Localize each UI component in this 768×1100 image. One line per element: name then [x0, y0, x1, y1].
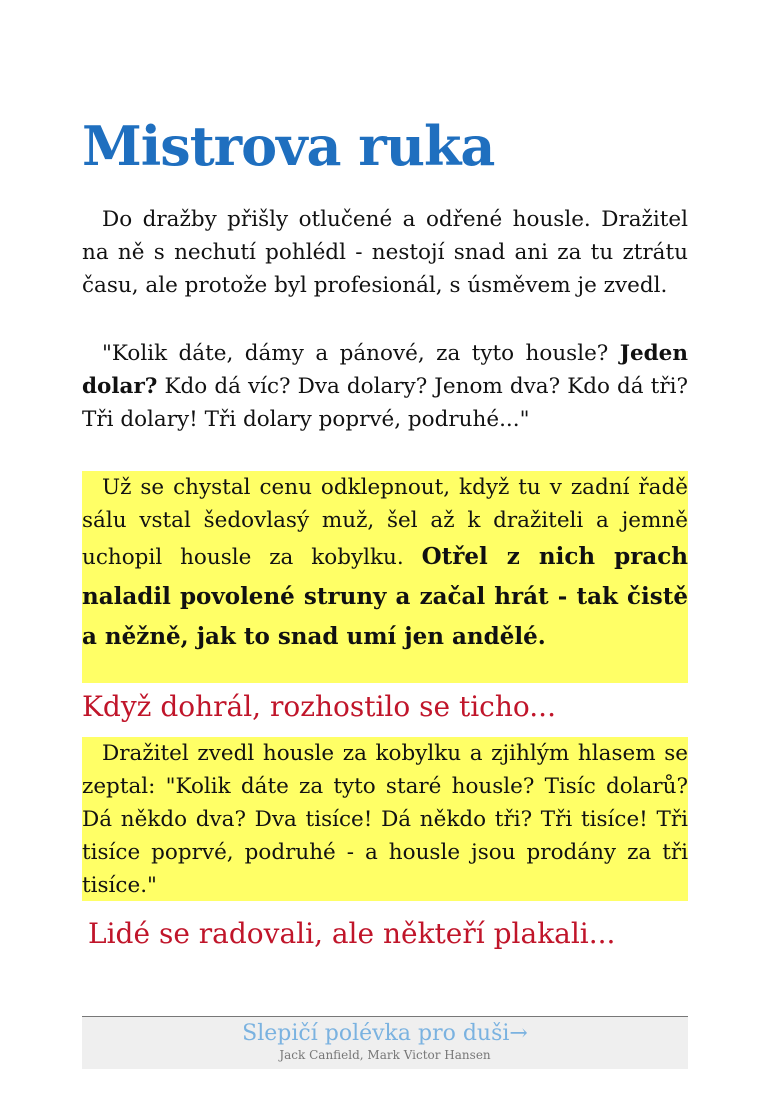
- highlighted-paragraph-3: [82, 471, 688, 683]
- paragraph-2-start: "Kolik dáte, dámy a pánové, za tyto housle?: [102, 341, 609, 366]
- footer-box: [82, 1016, 688, 1069]
- paragraph-1: Do dražby přišly otlučené a odřené housle. Dražitel na ně s nechutí pohlédl - nestojí snad ani za tu ztrátu času, ale protože byl profesionál, s úsměvem je zvedl.: [82, 207, 688, 298]
- highlighted-paragraph-4: Dražitel zvedl housle za kobylku a zjihlým hlasem se zeptal: "Kolik dáte za tyto staré housle? Tisíc dolarů? Dá někdo dva? Dva tisíce! Dá někdo tři? Tři tisíce! Tři tisíce poprvé, podruhé - a housle jsou prodány za tři tisíce.": [82, 737, 688, 901]
- note-people: Lidé se radovali, ale někteří plakali...: [88, 917, 616, 950]
- footer-authors: Jack Canfield, Mark Victor Hansen: [279, 1048, 491, 1062]
- footer-book-title[interactable]: Slepičí polévka pro duši→: [242, 1021, 528, 1046]
- page-title: Mistrova ruka: [82, 114, 495, 178]
- paragraph-3-normal: Už se chystal cenu odklepnout, když tu v zadní řadě sálu vstal šedovlasý muž, šel až k dražiteli a jemně uchopil housle za kobylku.: [82, 475, 688, 570]
- paragraph-3-bold: Otřel z nich prach naladil povolené struny a začal hrát - tak čistě a něžně, jak to snad umí jen andělé.: [82, 543, 688, 650]
- paragraph-2-bold: Jeden dolar?: [82, 341, 688, 399]
- paragraph-2: [82, 337, 688, 436]
- note-silence: Když dohrál, rozhostilo se ticho...: [82, 690, 556, 723]
- paragraph-2-end: Kdo dá víc? Dva dolary? Jenom dva? Kdo dá tři? Tři dolary! Tři dolary poprvé, podruhé...": [82, 374, 689, 432]
